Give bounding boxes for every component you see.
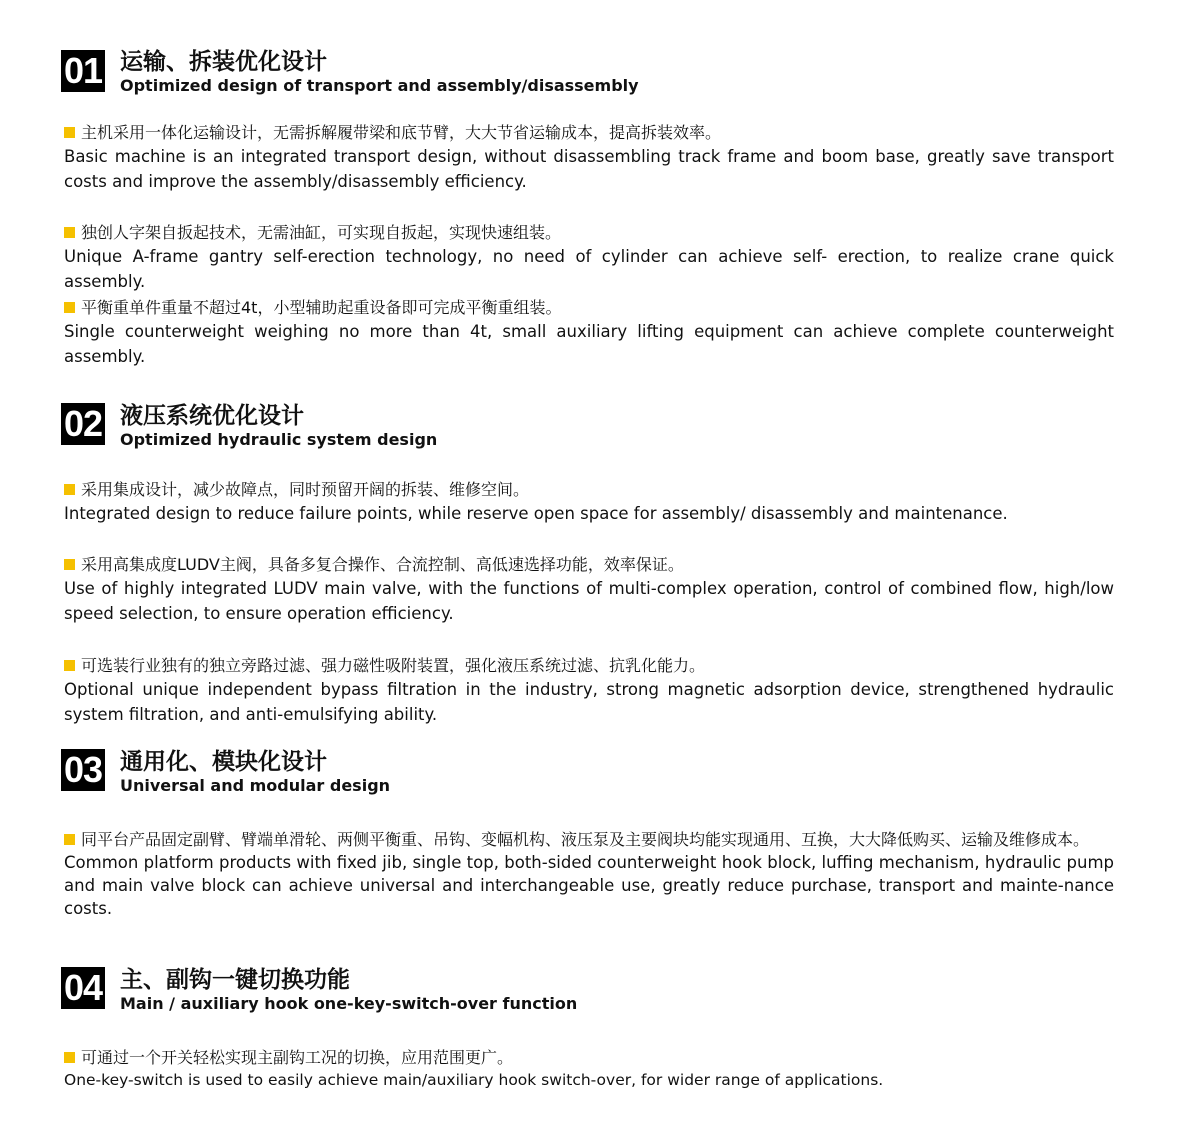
feature-text-en: One-key-switch is used to easily achieve main/auxiliary hook switch-over, for wider range of applications. [64,1071,884,1089]
section-heading [120,966,577,1014]
feature-item [64,554,1114,626]
section-title-zh: 通用化、模块化设计 [120,749,327,775]
bullet-square-icon [64,660,75,671]
section-title-zh: 液压系统优化设计 [120,403,304,429]
feature-text-en: Unique A-frame gantry self-erection technology, no need of cylinder can achieve self- erection, to realize crane quick assembly. [64,247,1114,291]
section-heading [120,402,437,450]
feature-text-en: Single counterweight weighing no more than 4t, small auxiliary lifting equipment can achieve complete counterweight assembly. [64,322,1114,366]
feature-text-en: Optional unique independent bypass filtration in the industry, strong magnetic adsorption device, strengthened hydraulic system filtration, and anti-emulsifying ability. [64,680,1114,724]
feature-item [64,297,1114,369]
feature-text-zh: 独创人字架自扳起技术，无需油缸，可实现自扳起，实现快速组装。 [64,222,1114,244]
feature-item [64,122,1114,194]
section-number-badge: 03 [61,749,105,791]
section-number-badge: 02 [61,403,105,445]
bullet-square-icon [64,127,75,138]
bullet-square-icon [64,559,75,570]
feature-text-en: Common platform products with fixed jib, single top, both-sided counterweight hook block, luffing mechanism, hydraulic pump and main valve block can achieve universal and interchangeable use, greatly reduce purchase, transport and mainte-nance costs. [64,853,1114,918]
bullet-square-icon [64,484,75,495]
section-title-en: Main / auxiliary hook one-key-switch-over function [120,994,578,1013]
feature-item [64,479,1114,526]
bullet-square-icon [64,834,75,845]
feature-text-zh: 可选装行业独有的独立旁路过滤、强力磁性吸附装置，强化液压系统过滤、抗乳化能力。 [64,655,1114,677]
bullet-square-icon [64,1052,75,1063]
feature-text-zh: 采用高集成度LUDV主阀，具备多复合操作、合流控制、高低速选择功能，效率保证。 [64,554,1114,576]
feature-text-en: Use of highly integrated LUDV main valve, with the functions of multi-complex operation, control of combined flow, high/low speed selection, to ensure operation efficiency. [64,579,1114,623]
section-title-zh: 主、副钩一键切换功能 [120,967,350,993]
section-title-en: Optimized hydraulic system design [120,430,438,449]
feature-text-en: Basic machine is an integrated transport design, without disassembling track frame and boom base, greatly save transport costs and improve the assembly/disassembly efficiency. [64,147,1114,191]
feature-text-zh: 主机采用一体化运输设计，无需拆解履带梁和底节臂，大大节省运输成本，提高拆装效率。 [64,122,1114,144]
section-heading [120,48,639,96]
section-title-zh: 运输、拆装优化设计 [120,49,327,75]
bullet-square-icon [64,302,75,313]
bullet-square-icon [64,227,75,238]
feature-item [64,1047,1114,1091]
section-number-badge: 04 [61,967,105,1009]
section-title-en: Universal and modular design [120,776,391,795]
section-title-en: Optimized design of transport and assembly/disassembly [120,76,639,95]
feature-item [64,655,1114,727]
feature-text-zh: 同平台产品固定副臂、臂端单滑轮、两侧平衡重、吊钩、变幅机构、液压泵及主要阀块均能实现通用、互换，大大降低购买、运输及维修成本。 [64,829,1114,851]
feature-text-zh: 可通过一个开关轻松实现主副钩工况的切换，应用范围更广。 [64,1047,1114,1069]
feature-text-zh: 采用集成设计，减少故障点，同时预留开阔的拆装、维修空间。 [64,479,1114,501]
feature-text-zh: 平衡重单件重量不超过4t，小型辅助起重设备即可完成平衡重组装。 [64,297,1114,319]
section-number-badge: 01 [61,50,105,92]
feature-text-en: Integrated design to reduce failure points, while reserve open space for assembly/ disassembly and maintenance. [64,504,1008,523]
feature-item [64,829,1114,920]
feature-item [64,222,1114,294]
section-heading [120,748,390,796]
